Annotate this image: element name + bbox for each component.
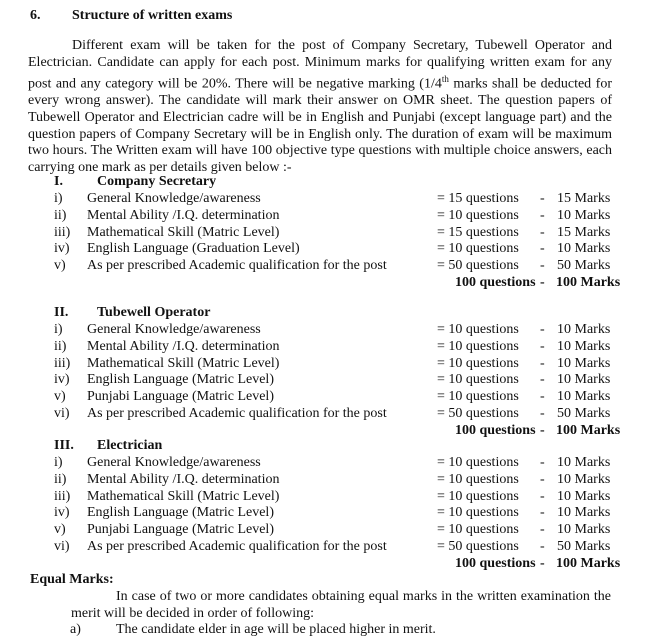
row-questions: = 10 questions (437, 241, 519, 257)
row-subject: Mathematical Skill (Matric Level) (87, 224, 280, 240)
exam-row (0, 488, 645, 505)
equal-marks-item-index: a) (70, 622, 81, 637)
row-questions: = 10 questions (437, 455, 519, 470)
row-questions: = 50 questions (437, 539, 519, 554)
row-subject: Mathematical Skill (Matric Level) (87, 488, 280, 504)
row-subject: English Language (Graduation Level) (87, 241, 300, 257)
row-questions: = 15 questions (437, 224, 519, 240)
exam-row (0, 504, 645, 521)
row-dash: - (540, 455, 545, 470)
row-marks: 10 Marks (557, 338, 611, 354)
row-dash: - (540, 389, 545, 405)
section-name: Electrician (97, 438, 163, 453)
section-name: Company Secretary (97, 174, 217, 189)
exam-row (0, 388, 645, 405)
section-total (0, 555, 645, 572)
row-index: i) (54, 455, 63, 470)
total-dash: - (540, 422, 545, 438)
row-subject: English Language (Matric Level) (87, 372, 274, 388)
intro-part-1: Different exam will be taken for the post of Company Secretary, Tubewell Operator and Electrician. Candidate can apply for each post. Minimum marks for qualifying written exam for any post and any category will be 20%. There will be negative marking (1/4 (28, 38, 612, 92)
row-dash: - (540, 224, 545, 240)
row-subject: Mental Ability /I.Q. determination (87, 471, 280, 487)
row-marks: 50 Marks (557, 258, 611, 274)
intro-part-2: marks shall be deducted for every wrong answer). The candidate will mark their answer on OMR sheet. The question papers of Tubewell Operator and Electrician cadre will be in English and Punjabi (except language part) and the question papers of Company Secretary will be in English only. The duration of exam will be maximum two hours. The Written exam will have 100 objective type questions with multiple choice answers, each carrying one mark as per details given below :- (28, 76, 612, 175)
exam-row (0, 405, 645, 422)
row-subject: General Knowledge/awareness (87, 322, 261, 337)
row-index: iii) (54, 488, 71, 504)
section-1-title (54, 174, 216, 190)
row-index: ii) (54, 338, 67, 354)
row-questions: = 50 questions (437, 258, 519, 274)
row-index: ii) (54, 207, 67, 223)
total-questions: 100 questions (455, 275, 536, 290)
exam-row (0, 521, 645, 538)
row-index: iii) (54, 224, 71, 240)
row-dash: - (540, 258, 545, 274)
total-dash: - (540, 555, 545, 571)
row-subject: As per prescribed Academic qualification for the post (87, 258, 387, 274)
row-index: iii) (54, 355, 71, 371)
row-dash: - (540, 505, 545, 521)
exam-row (0, 321, 645, 338)
row-questions: = 50 questions (437, 406, 519, 421)
row-dash: - (540, 372, 545, 388)
exam-row (0, 207, 645, 224)
row-questions: = 10 questions (437, 355, 519, 371)
exam-row (0, 471, 645, 488)
section-2-title (54, 305, 210, 321)
row-dash: - (540, 338, 545, 354)
row-dash: - (540, 522, 545, 538)
row-index: i) (54, 191, 63, 206)
row-subject: General Knowledge/awareness (87, 455, 261, 470)
row-subject: As per prescribed Academic qualification for the post (87, 406, 387, 421)
row-index: ii) (54, 471, 67, 487)
row-subject: Mathematical Skill (Matric Level) (87, 355, 280, 371)
row-dash: - (540, 191, 545, 206)
row-dash: - (540, 539, 545, 554)
section-roman-numeral: I. (54, 174, 63, 189)
row-index: i) (54, 322, 63, 337)
row-subject: Mental Ability /I.Q. determination (87, 338, 280, 354)
row-index: vi) (54, 539, 70, 554)
row-dash: - (540, 406, 545, 421)
row-index: iv) (54, 241, 70, 257)
total-questions: 100 questions (455, 555, 536, 571)
row-questions: = 10 questions (437, 389, 519, 405)
row-marks: 10 Marks (557, 355, 611, 371)
row-questions: = 10 questions (437, 338, 519, 354)
row-marks: 10 Marks (557, 241, 611, 257)
exam-row (0, 371, 645, 388)
exam-row (0, 338, 645, 355)
row-questions: = 10 questions (437, 522, 519, 538)
row-marks: 10 Marks (557, 372, 611, 388)
total-marks: 100 Marks (556, 275, 621, 290)
equal-marks-item-text: The candidate elder in age will be placed higher in merit. (116, 622, 436, 637)
section-number: 6. (30, 8, 41, 23)
row-marks: 10 Marks (557, 471, 611, 487)
row-marks: 10 Marks (557, 488, 611, 504)
exam-row (0, 257, 645, 274)
row-dash: - (540, 207, 545, 223)
total-questions: 100 questions (455, 422, 536, 438)
superscript-th: th (441, 74, 449, 85)
exam-row (0, 240, 645, 257)
section-total (0, 422, 645, 439)
row-index: iv) (54, 372, 70, 388)
row-index: vi) (54, 406, 70, 421)
row-marks: 10 Marks (557, 505, 611, 521)
row-marks: 10 Marks (557, 522, 611, 538)
exam-row (0, 454, 645, 471)
row-questions: = 10 questions (437, 471, 519, 487)
section-heading (30, 8, 232, 24)
row-dash: - (540, 355, 545, 371)
row-marks: 15 Marks (557, 191, 611, 206)
row-questions: = 10 questions (437, 322, 519, 337)
row-subject: English Language (Matric Level) (87, 505, 274, 521)
row-subject: Mental Ability /I.Q. determination (87, 207, 280, 223)
row-marks: 10 Marks (557, 389, 611, 405)
row-marks: 10 Marks (557, 455, 611, 470)
row-questions: = 10 questions (437, 505, 519, 521)
row-index: v) (54, 522, 66, 538)
row-questions: = 10 questions (437, 488, 519, 504)
row-dash: - (540, 471, 545, 487)
row-index: v) (54, 258, 66, 274)
exam-row (0, 355, 645, 372)
row-subject: General Knowledge/awareness (87, 191, 261, 206)
row-questions: = 10 questions (437, 372, 519, 388)
row-dash: - (540, 488, 545, 504)
row-subject: Punjabi Language (Matric Level) (87, 522, 274, 538)
intro-paragraph (28, 38, 612, 176)
exam-row (0, 224, 645, 241)
equal-marks-heading: Equal Marks: (30, 572, 114, 587)
row-index: iv) (54, 505, 70, 521)
section-name: Tubewell Operator (97, 305, 211, 320)
row-questions: = 10 questions (437, 207, 519, 223)
section-title: Structure of written exams (72, 8, 233, 23)
row-questions: = 15 questions (437, 191, 519, 206)
row-subject: As per prescribed Academic qualification for the post (87, 539, 387, 554)
row-dash: - (540, 241, 545, 257)
row-index: v) (54, 389, 66, 405)
exam-row (0, 538, 645, 555)
row-marks: 15 Marks (557, 224, 611, 240)
row-marks: 50 Marks (557, 406, 611, 421)
total-marks: 100 Marks (556, 555, 621, 571)
equal-marks-text: In case of two or more candidates obtaining equal marks in the written examination the merit will be decided in order of following: (71, 589, 611, 621)
section-total (0, 274, 645, 291)
total-marks: 100 Marks (556, 422, 621, 438)
row-subject: Punjabi Language (Matric Level) (87, 389, 274, 405)
row-marks: 50 Marks (557, 539, 611, 554)
row-dash: - (540, 322, 545, 337)
exam-row (0, 190, 645, 207)
row-marks: 10 Marks (557, 207, 611, 223)
section-roman-numeral: II. (54, 305, 69, 320)
row-marks: 10 Marks (557, 322, 611, 337)
section-3-title (54, 438, 162, 454)
total-dash: - (540, 275, 545, 290)
section-roman-numeral: III. (54, 438, 74, 453)
